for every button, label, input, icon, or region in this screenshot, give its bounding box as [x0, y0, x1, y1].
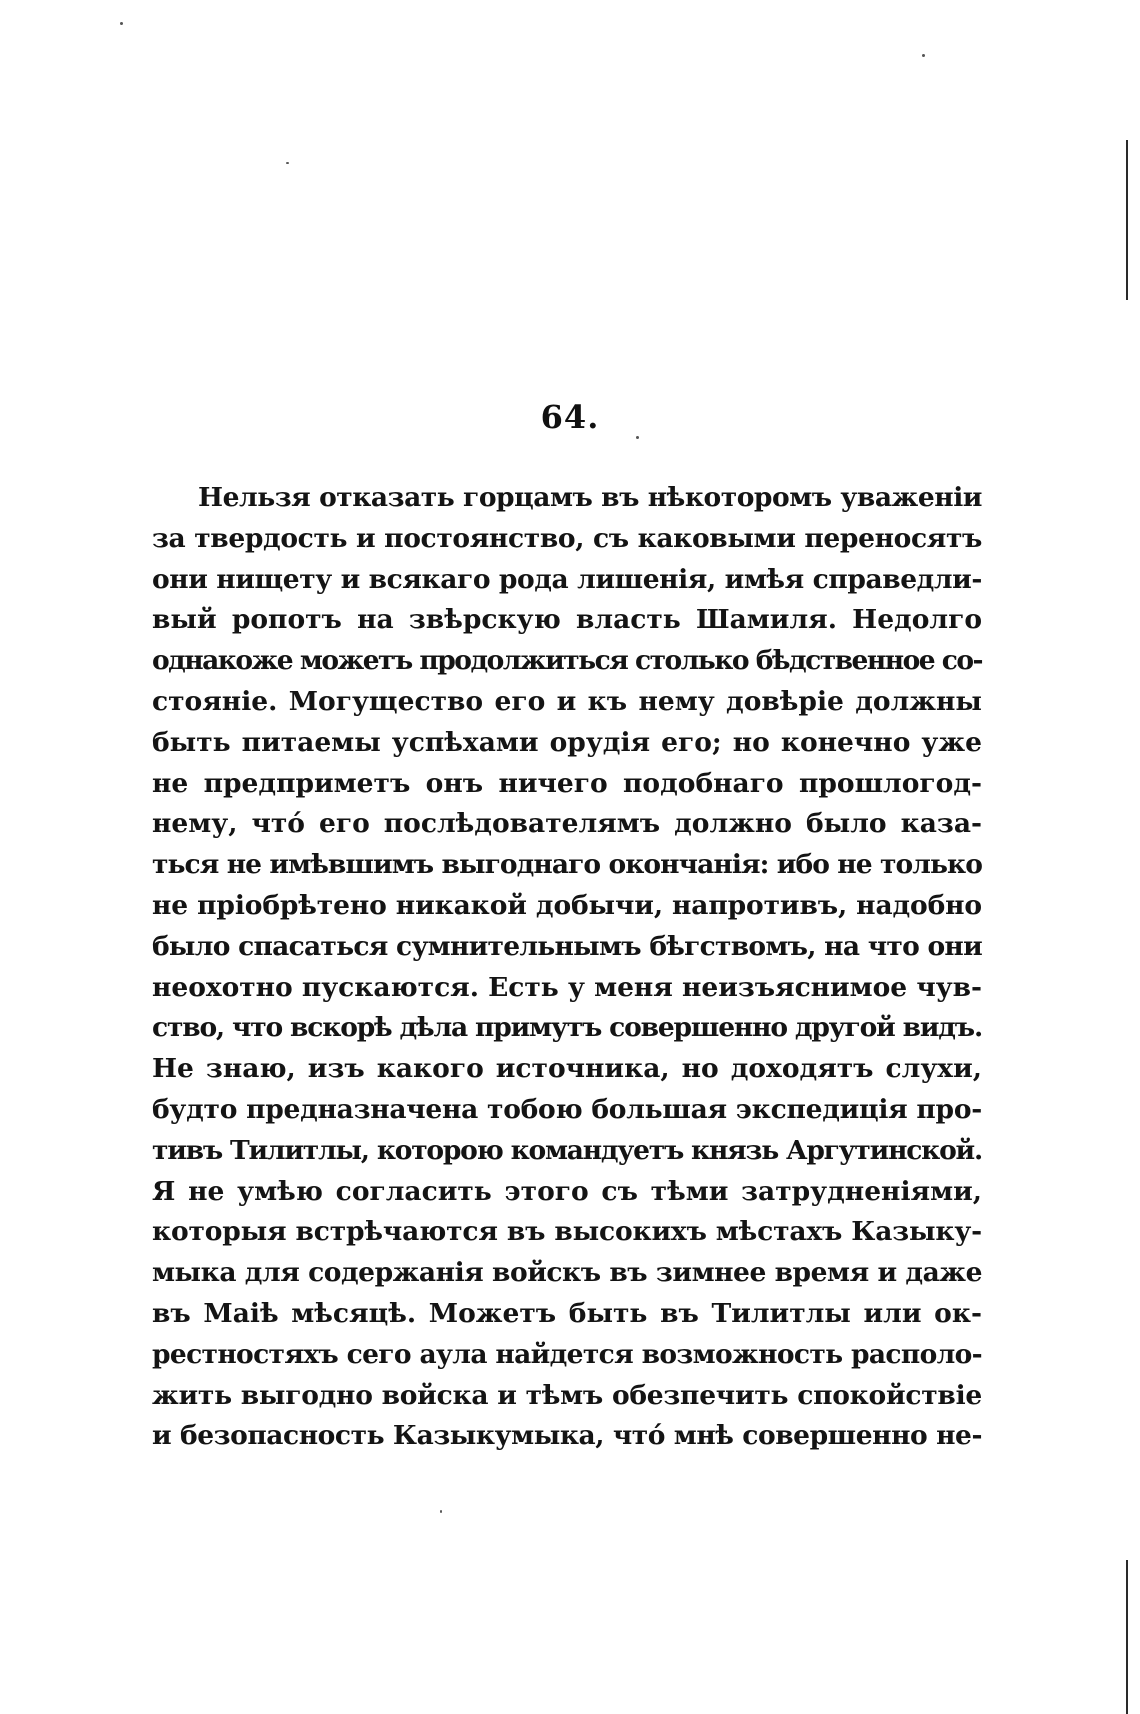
text-line: нему, чтó его послѣдователямъ должно было каза-: [152, 808, 982, 840]
text-line: жить выгодно войска и тѣмъ обезпечить спокойствіе: [152, 1379, 982, 1411]
text-line: ться не имѣвшимъ выгоднаго окончанія: ибо не только: [152, 849, 982, 881]
text-line: Не знаю, изъ какого источника, но доходятъ слухи,: [152, 1053, 982, 1085]
text-line: неохотно пускаются. Есть у меня неизъяснимое чув-: [152, 971, 982, 1003]
text-line: не предприметъ онъ ничего подобнаго прошлогод-: [152, 767, 982, 799]
scan-speck: [120, 22, 123, 25]
text-line: стояніе. Могущество его и къ нему довѣріе должны: [152, 685, 982, 717]
text-line: мыка для содержанія войскъ въ зимнее время и даже: [152, 1257, 982, 1289]
text-line: рестностяхъ сего аула найдется возможность располо-: [152, 1338, 982, 1370]
body-paragraph: [152, 478, 982, 1457]
text-line: однакоже можетъ продолжиться столько бѣдственное со-: [152, 645, 982, 677]
text-line: быть питаемы успѣхами орудія его; но конечно уже: [152, 726, 982, 758]
text-line: не пріобрѣтено никакой добычи, напротивъ, надобно: [152, 889, 982, 921]
text-line: было спасаться сумнительнымъ бѣгствомъ, на что они: [152, 930, 982, 962]
text-line: въ Маіѣ мѣсяцѣ. Можетъ быть въ Тилитлы или ок-: [152, 1297, 982, 1329]
text-line: они нищету и всякаго рода лишенія, имѣя справедли-: [152, 563, 982, 595]
text-line: будто предназначена тобою большая экспедиція про-: [152, 1093, 982, 1125]
text-line: за твердость и постоянство, съ каковыми переносятъ: [152, 522, 982, 554]
page-number: 64.: [540, 398, 600, 436]
text-line: Я не умѣю согласить этого съ тѣми затрудненіями,: [152, 1175, 982, 1207]
text-line: ство, что вскорѣ дѣла примутъ совершенно другой видъ.: [152, 1012, 982, 1044]
scan-edge-line-lower: [1126, 1560, 1128, 1714]
text-line: Нельзя отказать горцамъ въ нѣкоторомъ уваженіи: [198, 482, 982, 513]
scan-speck: [286, 162, 289, 164]
text-line: тивъ Тилитлы, которою командуетъ князь Аргутинской.: [152, 1134, 982, 1166]
text-line: вый ропотъ на звѣрскую власть Шамиля. Недолго: [152, 604, 982, 636]
scan-speck: [440, 1510, 442, 1513]
scan-speck: [636, 436, 639, 439]
text-line: и безопасность Казыкумыка, чтó мнѣ совершенно не-: [152, 1420, 982, 1452]
text-line: которыя встрѣчаются въ высокихъ мѣстахъ Казыку-: [152, 1216, 982, 1248]
scan-edge-line-upper: [1126, 140, 1128, 300]
scan-speck: [922, 54, 925, 57]
